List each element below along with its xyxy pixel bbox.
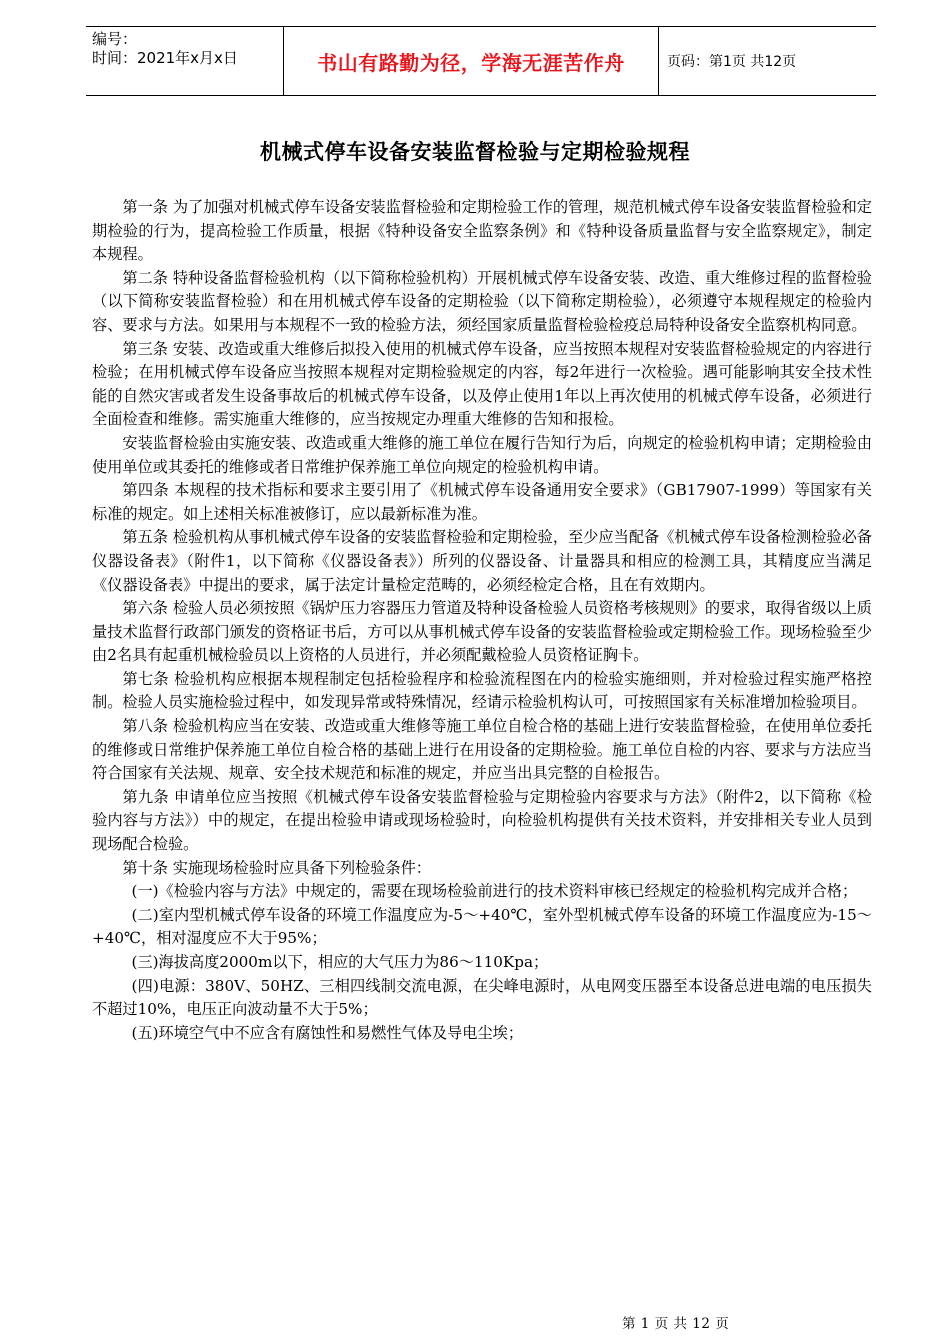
condition-item-3: (三)海拔高度2000m以下，相应的大气压力为86～110Kpa；	[131, 953, 549, 971]
header-page-info: 页码：第1页 共12页	[667, 54, 797, 70]
page-footer: 第 1 页 共 12 页	[622, 1316, 730, 1332]
time-label: 时间：2021年x月x日	[92, 49, 238, 67]
page-header	[86, 26, 876, 96]
paragraph-article-1: 第一条 为了加强对机械式停车设备安装监督检验和定期检验工作的管理，规范机械式停车设备安装监督检验和定期检验的行为，提高检验工作质量，根据《特种设备安全监察条例》和《特种设备质量监督与安全监察规定》，制定本规程。	[92, 198, 872, 264]
condition-item-4: (四)电源：380V、50HZ、三相四线制交流电源，在尖峰电源时，从电网变压器至本设备总进电端的电压损失不超过10%，电压正向波动量不大于5%；	[92, 976, 872, 1019]
condition-item-1: (一)《检验内容与方法》中规定的，需要在现场检验前进行的技术资料审核已经规定的检验机构完成并合格；	[131, 882, 858, 901]
paragraph-article-10: 第十条 实施现场检验时应具备下列检验条件：	[122, 858, 431, 877]
document-body	[92, 196, 872, 1045]
paragraph-article-6: 第六条 检验人员必须按照《锅炉压力容器压力管道及特种设备检验人员资格考核规则》的要求，取得省级以上质量技术监督行政部门颁发的资格证书后，方可以从事机械式停车设备的安装监督检验或定期检验工作。现场检验至少由2名具有起重机械检验员以上资格的人员进行，并必须配戴检验人员资格证胸卡。	[92, 599, 872, 665]
number-label: 编号：	[92, 30, 138, 48]
paragraph-article-9: 第九条 申请单位应当按照《机械式停车设备安装监督检验与定期检验内容要求与方法》（附件2，以下简称《检验内容与方法》）中的规定，在提出检验申请或现场检验时，向检验机构提供有关技术资料，并安排相关专业人员到现场配合检验。	[92, 787, 872, 854]
paragraph-article-7: 第七条 检验机构应根据本规程制定包括检验程序和检验流程图在内的检验实施细则，并对检验过程实施严格控制。检验人员实施检验过程中，如发现异常或特殊情况，经请示检验机构认可，可按照国家有关标准增加检验项目。	[92, 669, 872, 712]
header-meta	[86, 27, 284, 95]
paragraph-article-3: 第三条 安装、改造或重大维修后拟投入使用的机械式停车设备，应当按照本规程对安装监督检验规定的内容进行检验；在用机械式停车设备应当按照本规程对定期检验规定的内容，每2年进行一次检验。遇可能影响其安全技术性能的自然灾害或者发生设备事故后的机械式停车设备，以及停止使用1年以上再次使用的机械式停车设备，必须进行全面检查和维修。需实施重大维修的，应当按规定办理重大维修的告知和报检。	[92, 339, 872, 429]
paragraph-article-8: 第八条 检验机构应当在安装、改造或重大维修等施工单位自检合格的基础上进行安装监督检验，在使用单位委托的维修或日常维护保养施工单位自检合格的基础上进行在用设备的定期检验。施工单位自检的内容、要求与方法应当符合国家有关法规、规章、安全技术规范和标准的规定，并应当出具完整的自检报告。	[92, 717, 872, 783]
condition-item-5: (五)环境空气中不应含有腐蚀性和易燃性气体及导电尘埃；	[131, 1023, 524, 1042]
paragraph-article-4: 第四条 本规程的技术指标和要求主要引用了《机械式停车设备通用安全要求》（GB17907-1999）等国家有关标准的规定。如上述相关标准被修订，应以最新标准为准。	[92, 481, 872, 523]
paragraph-application: 安装监督检验由实施安装、改造或重大维修的施工单位在履行告知行为后，向规定的检验机构申请；定期检验由使用单位或其委托的维修或者日常维护保养施工单位向规定的检验机构申请。	[92, 433, 872, 476]
condition-item-2: (二)室内型机械式停车设备的环境工作温度应为-5～+40℃，室外型机械式停车设备的环境工作温度应为-15～+40℃，相对湿度应不大于95%；	[92, 905, 872, 948]
paragraph-article-5: 第五条 检验机构从事机械式停车设备的安装监督检验和定期检验，至少应当配备《机械式停车设备检测检验必备仪器设备表》（附件1，以下简称《仪器设备表》）所列的仪器设备、计量器具和相应的检测工具，其精度应当满足《仪器设备表》中提出的要求，属于法定计量检定范畴的，必须经检定合格，且在有效期内。	[92, 528, 872, 594]
header-motto: 书山有路勤为径，学海无涯苦作舟	[284, 27, 659, 95]
paragraph-article-2: 第二条 特种设备监督检验机构（以下简称检验机构）开展机械式停车设备安装、改造、重大维修过程的监督检验（以下简称安装监督检验）和在用机械式停车设备的定期检验（以下简称定期检验），必须遵守本规程规定的检验内容、要求与方法。如果用与本规程不一致的检验方法，须经国家质量监督检验检疫总局特种设备安全监察机构同意。	[92, 268, 872, 334]
document-title: 机械式停车设备安装监督检验与定期检验规程	[260, 140, 690, 164]
